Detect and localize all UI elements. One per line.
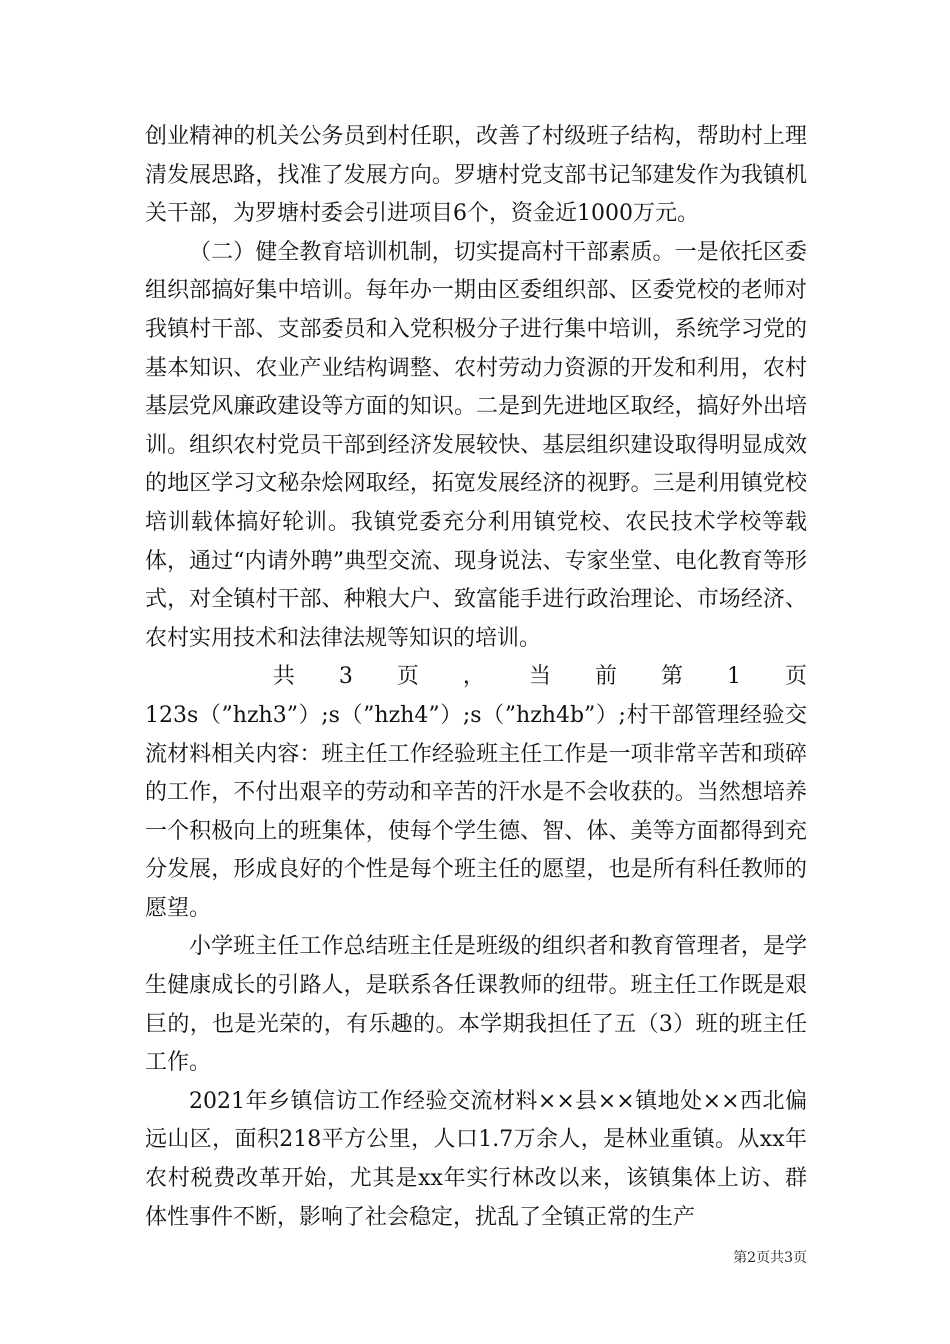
page-counter-word: ， — [462, 664, 485, 690]
page-counter-word: 页 — [396, 664, 419, 690]
paragraph-4: 小学班主任工作总结班主任是班级的组织者和教育管理者，是学生健康成长的引路人，是联系各任课教师的纽带。班主任工作既是艰巨的，也是光荣的，有乐趣的。本学期我担任了五（3）班的班主任工作。 — [145, 934, 807, 1076]
page-counter-word: 页 — [784, 664, 807, 690]
page-counter-line — [145, 658, 807, 697]
paragraph-3: 123s（”hzh3”）;s（”hzh4”）;s（”hzh4b”）;村干部管理经验交流材料相关内容：班主任工作经验班主任工作是一项非常辛苦和琐碎的工作，不付出艰辛的劳动和辛苦的汗水是不会收获的。当然想培养一个积极向上的班集体，使每个学生德、智、体、美等方面都得到充分发展，形成良好的个性是每个班主任的愿望，也是所有科任教师的愿望。 — [145, 702, 807, 921]
page-counter-word: 第 — [660, 664, 683, 690]
page-counter-word: 当 — [528, 664, 551, 690]
document-body — [145, 118, 807, 1237]
page-footer: 第2页共3页 — [733, 1250, 807, 1266]
paragraph-5: 2021年乡镇信访工作经验交流材料××县××镇地处××西北偏远山区，面积218平方公里，人口1.7万余人，是林业重镇。从xx年农村税费改革开始，尤其是xx年实行林改以来，该镇集体上访、群体性事件不断，影响了社会稳定，扰乱了全镇正常的生产 — [145, 1088, 807, 1230]
page-counter-word: 共 — [272, 664, 295, 690]
paragraph-1: 创业精神的机关公务员到村任职，改善了村级班子结构，帮助村上理清发展思路，找准了发展方向。罗塘村党支部书记邹建发作为我镇机关干部，为罗塘村委会引进项目6个，资金近1000万元。 — [145, 124, 807, 227]
page-counter-word: 3 — [338, 664, 353, 690]
page-counter-word: 1 — [726, 664, 741, 690]
page-counter-word: 前 — [594, 664, 617, 690]
paragraph-2: （二）健全教育培训机制，切实提高村干部素质。一是依托区委组织部搞好集中培训。每年办一期由区委组织部、区委党校的老师对我镇村干部、支部委员和入党积极分子进行集中培训，系统学习党的基本知识、农业产业结构调整、农村劳动力资源的开发和利用，农村基层党风廉政建设等方面的知识。二是到先进地区取经，搞好外出培训。组织农村党员干部到经济发展较快、基层组织建设取得明显成效的地区学习文秘杂烩网取经，拓宽发展经济的视野。三是利用镇党校培训载体搞好轮训。我镇党委充分利用镇党校、农民技术学校等载体，通过“内请外聘”典型交流、现身说法、专家坐堂、电化教育等形式，对全镇村干部、种粮大户、致富能手进行政治理论、市场经济、农村实用技术和法律法规等知识的培训。 — [145, 239, 807, 651]
